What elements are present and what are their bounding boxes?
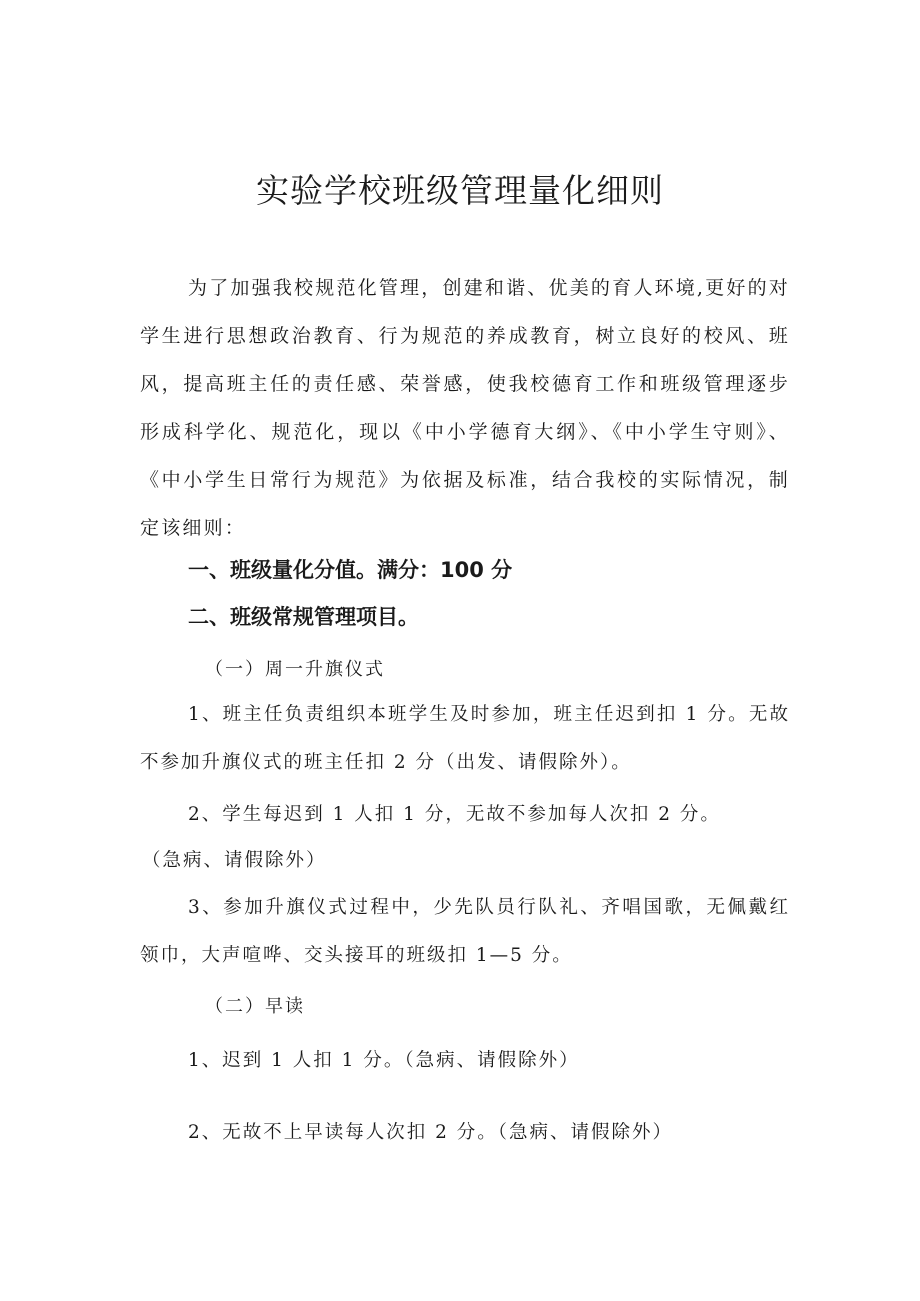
morning-reading-item-1: 1、迟到 1 人扣 1 分。（急病、请假除外） xyxy=(188,1050,580,1071)
subsection-heading-morning-reading: （二）早读 xyxy=(205,996,305,1017)
flag-ceremony-item-2: 2、学生每迟到 1 人扣 1 分，无故不参加每人次扣 2 分。 xyxy=(188,804,721,825)
flag-ceremony-item-2-note: （急病、请假除外） xyxy=(142,850,327,871)
flag-ceremony-item-3: 3、参加升旗仪式过程中，少先队员行队礼、齐唱国歌，无佩戴红领巾，大声喧哗、交头接耳的班级扣 1—5 分。 xyxy=(140,897,790,966)
flag-ceremony-item-1: 1、班主任负责组织本班学生及时参加，班主任迟到扣 1 分。无故不参加升旗仪式的班主任扣 2 分（出发、请假除外）。 xyxy=(140,704,790,773)
intro-paragraph: 为了加强我校规范化管理，创建和谐、优美的育人环境,更好的对学生进行思想政治教育、行为规范的养成教育，树立良好的校风、班风，提高班主任的责任感、荣誉感，使我校德育工作和班级管理逐步形成科学化、规范化，现以《中小学德育大纲》、《中小学生守则》、《中小学生日常行为规范》为依据及标准，结合我校的实际情况，制定该细则： xyxy=(140,277,790,539)
section-heading-routine: 二、班级常规管理项目。 xyxy=(188,605,419,629)
subsection-heading-flag-ceremony: （一）周一升旗仪式 xyxy=(205,659,385,680)
section-heading-score: 一、班级量化分值。满分：100 分 xyxy=(188,558,513,582)
document-title: 实验学校班级管理量化细则 xyxy=(256,171,664,210)
morning-reading-item-2: 2、无故不上早读每人次扣 2 分。（急病、请假除外） xyxy=(188,1122,674,1143)
